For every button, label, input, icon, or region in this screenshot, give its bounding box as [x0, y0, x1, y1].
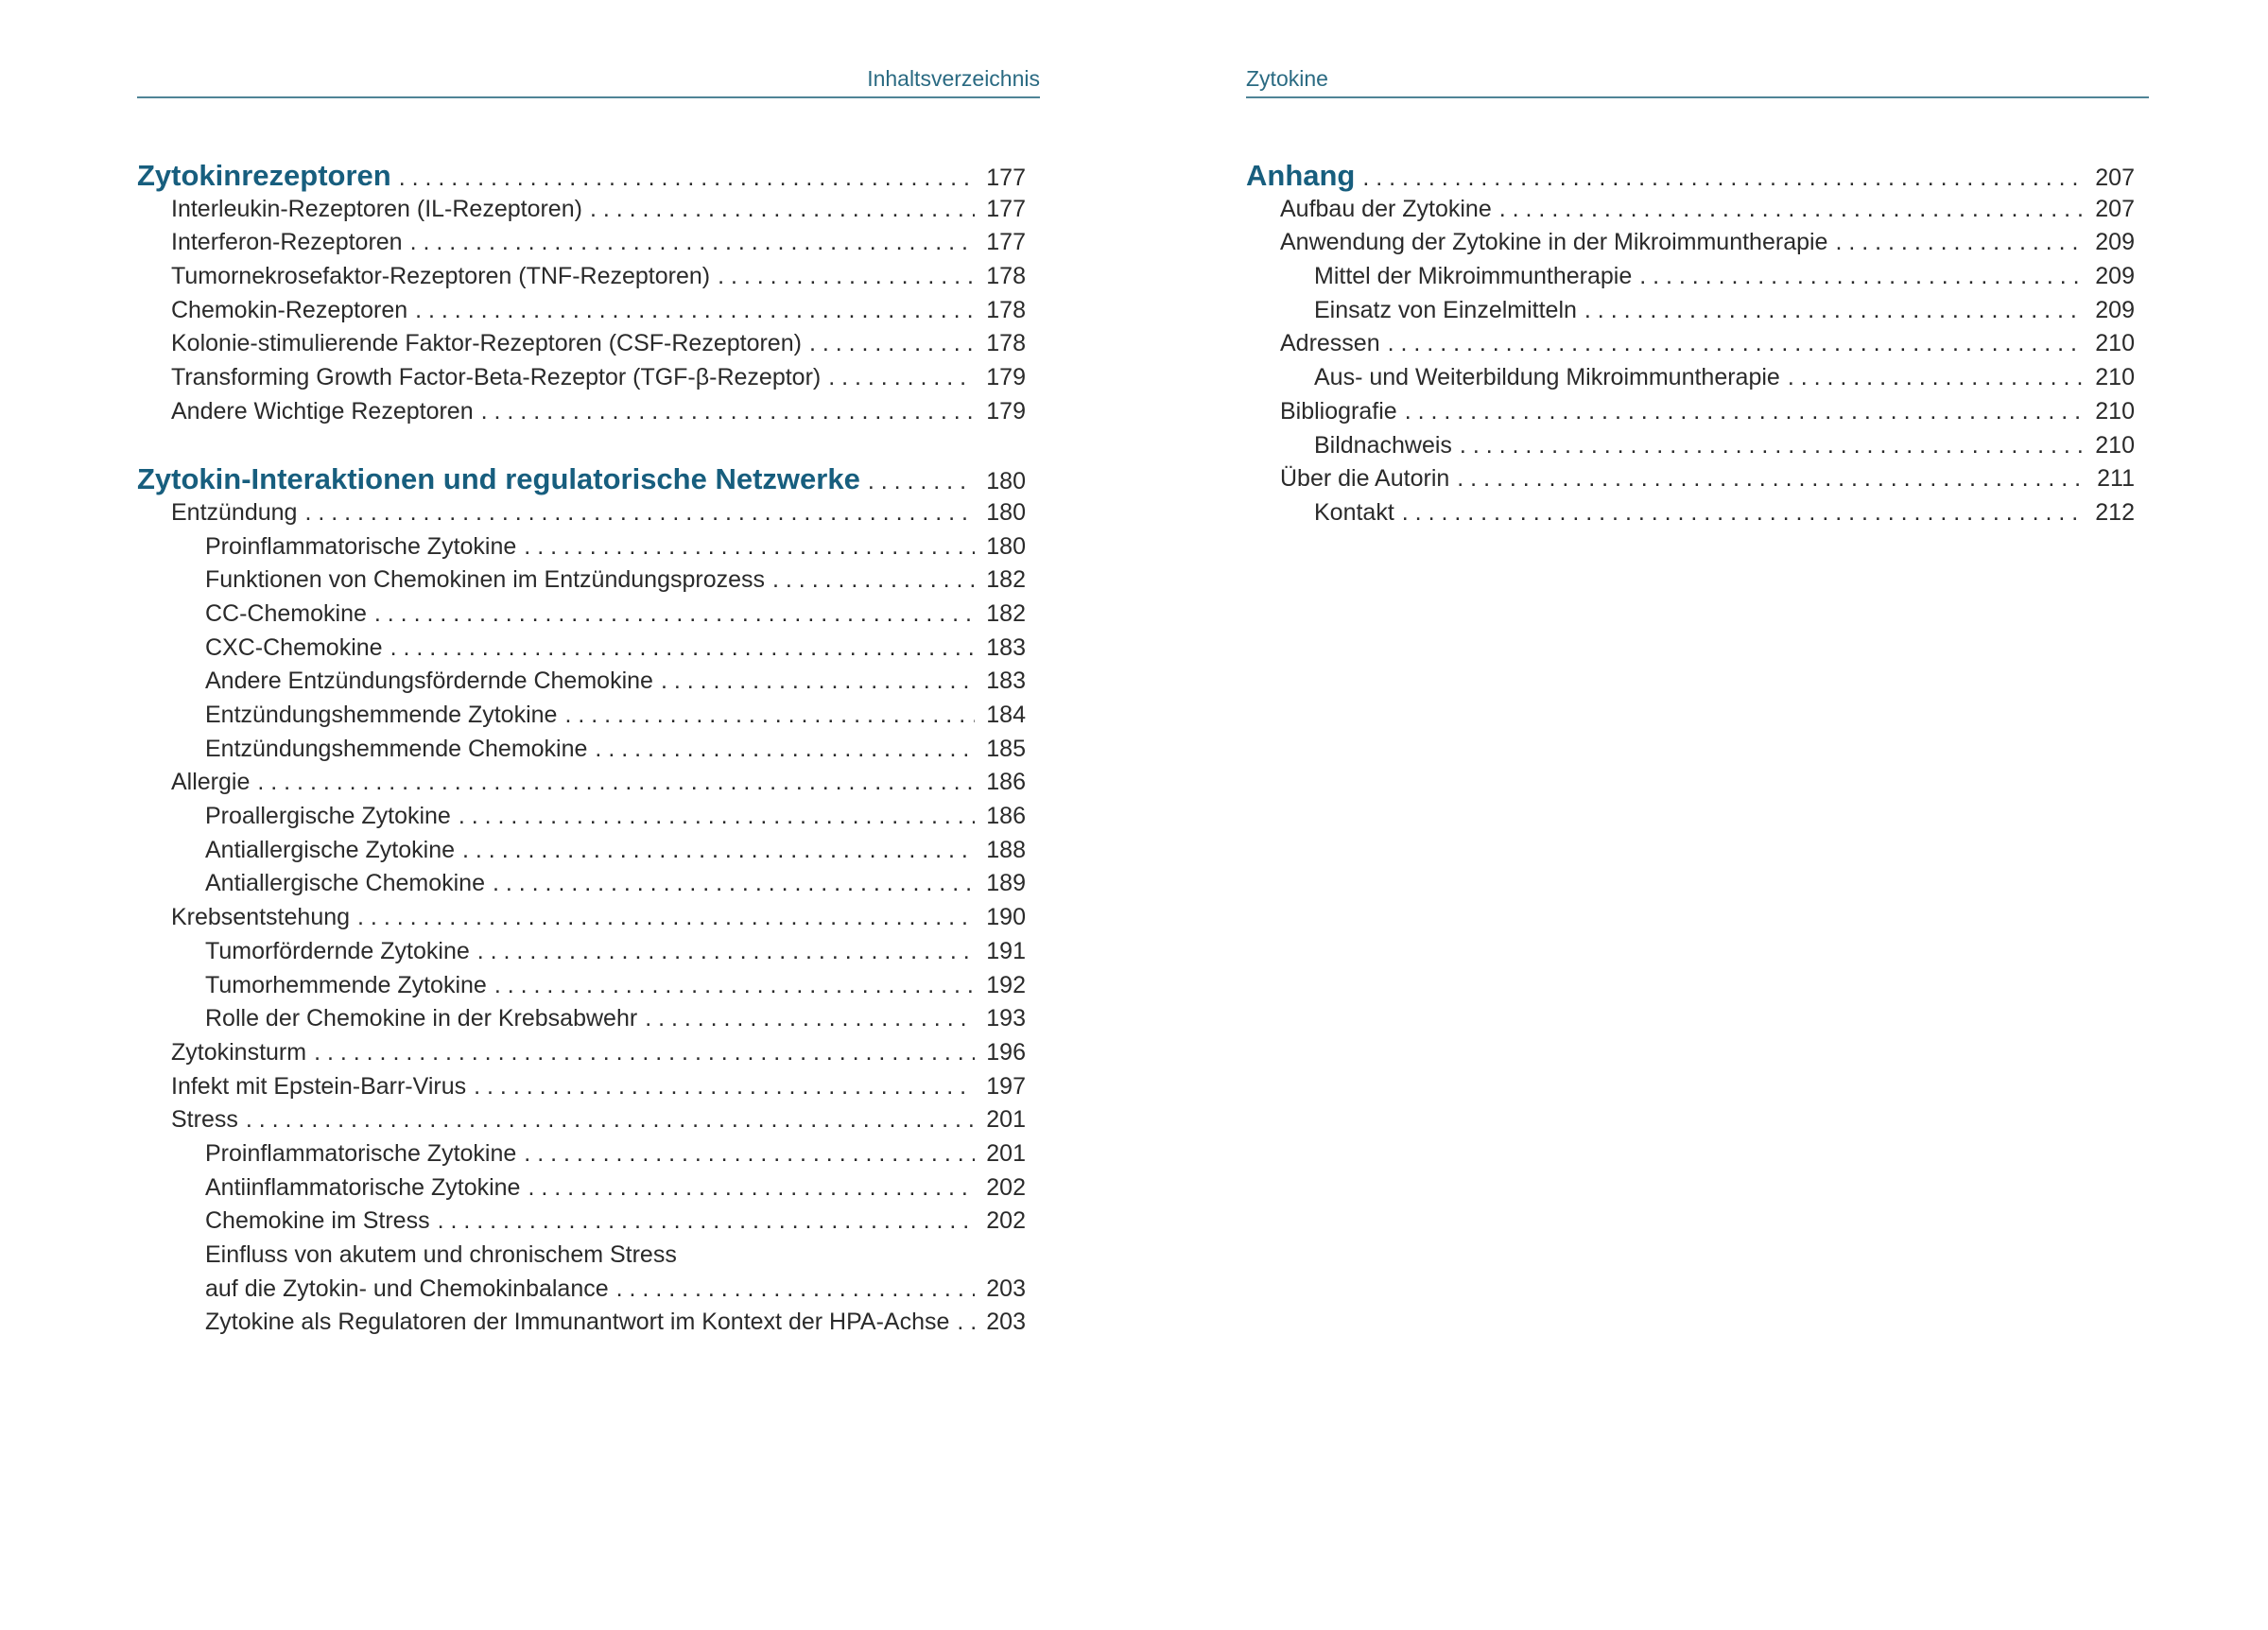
dot-leader	[246, 1103, 975, 1137]
toc-page-number: 203	[986, 1309, 1026, 1336]
toc-page-number: 177	[986, 165, 1026, 191]
right-page	[1246, 0, 2149, 1630]
toc-entry-title: Rolle der Chemokine in der Krebsabwehr	[205, 1005, 638, 1032]
toc-entry-title: CXC-Chemokine	[205, 633, 383, 661]
toc-page-number: 185	[986, 735, 1026, 762]
toc-entry-title: Tumornekrosefaktor-Rezeptoren (TNF-Rezeptoren)	[171, 263, 711, 290]
dot-leader	[462, 834, 975, 868]
toc-page-number: 178	[986, 330, 1026, 357]
toc-subentry[interactable]	[137, 699, 1026, 733]
toc-page-number: 207	[2095, 195, 2135, 222]
dot-leader	[357, 901, 975, 935]
left-page	[137, 0, 1040, 1630]
toc-page-number: 182	[986, 599, 1026, 627]
toc-page-number: 182	[986, 566, 1026, 594]
toc-entry-title: Interferon-Rezeptoren	[171, 229, 403, 256]
toc-entry[interactable]	[137, 496, 1026, 530]
toc-entry[interactable]	[137, 1103, 1026, 1137]
toc-subentry[interactable]	[137, 1306, 1026, 1340]
dot-leader	[481, 395, 975, 429]
dot-leader	[564, 699, 975, 733]
toc-entry-title: Bildnachweis	[1314, 431, 1452, 459]
dot-leader	[524, 1137, 975, 1171]
dot-leader	[1362, 162, 2084, 196]
toc-chapter-title: Zytokinrezeptoren	[137, 159, 391, 192]
toc-chapter-anhang[interactable]	[1246, 159, 2135, 193]
toc-entry-title: Aufbau der Zytokine	[1280, 195, 1492, 222]
toc-page-number: 197	[986, 1072, 1026, 1100]
toc-entry-title: Funktionen von Chemokinen im Entzündungsprozess	[205, 566, 766, 594]
toc-subentry[interactable]	[137, 1205, 1026, 1239]
dot-leader	[1788, 361, 2084, 395]
toc-subentry[interactable]	[137, 733, 1026, 767]
dot-leader	[1457, 462, 2084, 496]
toc-entry[interactable]	[137, 1036, 1026, 1070]
dot-leader	[390, 632, 975, 666]
toc-entry[interactable]	[137, 395, 1026, 429]
toc-page-number: 191	[986, 937, 1026, 964]
toc-entry-title: Chemokin-Rezeptoren	[171, 296, 408, 323]
dot-leader	[314, 1036, 975, 1070]
toc-chapter-zytokin-interaktionen[interactable]	[137, 462, 1026, 496]
toc-entry-title: Andere Entzündungsfördernde Chemokine	[205, 668, 653, 695]
toc-subentry[interactable]	[1246, 361, 2135, 395]
toc-page-number: 180	[986, 532, 1026, 560]
toc-page-number: 183	[986, 633, 1026, 661]
table-of-contents-right	[1246, 159, 2135, 530]
toc-page-number: 211	[2097, 465, 2135, 493]
toc-subentry[interactable]	[137, 632, 1026, 666]
toc-page-number: 188	[986, 836, 1026, 863]
toc-entry-title-continued: auf die Zytokin- und Chemokinbalance	[205, 1275, 609, 1302]
dot-leader	[645, 1002, 975, 1036]
toc-entry[interactable]	[137, 294, 1026, 328]
toc-chapter-zytokinrezeptoren[interactable]	[137, 159, 1026, 193]
toc-entry-title: Proinflammatorische Zytokine	[205, 1139, 517, 1167]
toc-entry-title: Über die Autorin	[1280, 465, 1450, 493]
dot-leader	[957, 1306, 975, 1340]
toc-entry-title: Entzündungshemmende Zytokine	[205, 702, 558, 728]
toc-entry[interactable]	[1246, 462, 2135, 496]
toc-subentry[interactable]	[1246, 260, 2135, 294]
toc-entry-title: Bibliografie	[1280, 397, 1397, 425]
toc-subentry[interactable]	[137, 564, 1026, 598]
toc-page-number: 202	[986, 1207, 1026, 1235]
toc-entry[interactable]	[137, 901, 1026, 935]
toc-subentry[interactable]	[137, 665, 1026, 699]
toc-entry[interactable]	[137, 260, 1026, 294]
toc-page-number: 193	[986, 1005, 1026, 1032]
toc-subentry-line2[interactable]	[137, 1273, 1026, 1307]
dot-leader	[1835, 226, 2084, 260]
dot-leader	[616, 1273, 975, 1307]
toc-subentry[interactable]	[137, 867, 1026, 901]
dot-leader	[474, 1070, 975, 1104]
toc-page-number: 178	[986, 263, 1026, 290]
toc-page-number: 177	[986, 195, 1026, 222]
dot-leader	[595, 733, 975, 767]
toc-entry[interactable]	[137, 1070, 1026, 1104]
dot-leader	[661, 665, 975, 699]
dot-leader	[1639, 260, 2084, 294]
dot-leader	[477, 935, 975, 969]
toc-entry-title: Anwendung der Zytokine in der Mikroimmuntherapie	[1280, 229, 1828, 256]
toc-page-number: 192	[986, 971, 1026, 998]
toc-entry-title: Interleukin-Rezeptoren (IL-Rezeptoren)	[171, 195, 582, 222]
dot-leader	[494, 969, 975, 1003]
toc-entry-title: Einsatz von Einzelmitteln	[1314, 296, 1577, 323]
toc-entry-title: Krebsentstehung	[171, 904, 351, 931]
toc-page-number: 196	[986, 1038, 1026, 1066]
toc-subentry[interactable]	[1246, 429, 2135, 463]
toc-page-number: 210	[2095, 330, 2135, 357]
toc-subentry[interactable]	[137, 1137, 1026, 1171]
toc-entry[interactable]	[1246, 327, 2135, 361]
toc-page-number: 209	[2095, 296, 2135, 323]
dot-leader	[374, 598, 975, 632]
toc-entry-title: Antiinflammatorische Zytokine	[205, 1173, 521, 1201]
dot-leader	[304, 496, 975, 530]
toc-entry-title: Proallergische Zytokine	[205, 803, 451, 830]
dot-leader	[528, 1171, 975, 1205]
toc-entry-title: Zytokinsturm	[171, 1038, 307, 1066]
toc-entry[interactable]	[137, 327, 1026, 361]
toc-subentry[interactable]	[137, 1002, 1026, 1036]
toc-entry-title: Kontakt	[1314, 498, 1394, 526]
toc-entry-title: CC-Chemokine	[205, 599, 367, 627]
toc-page-number: 177	[986, 229, 1026, 256]
toc-entry-title: Adressen	[1280, 330, 1380, 357]
toc-entry[interactable]	[1246, 193, 2135, 227]
dot-leader	[590, 193, 975, 227]
toc-entry[interactable]	[137, 361, 1026, 395]
toc-page-number: 189	[986, 870, 1026, 897]
dot-leader	[459, 800, 975, 834]
dot-leader	[809, 327, 975, 361]
toc-entry[interactable]	[1246, 395, 2135, 429]
toc-subentry[interactable]	[137, 935, 1026, 969]
toc-entry-title: Kolonie-stimulierende Faktor-Rezeptoren (CSF-Rezeptoren)	[171, 330, 802, 357]
table-of-contents-left	[137, 159, 1026, 1340]
toc-entry-title: Tumorfördernde Zytokine	[205, 937, 470, 964]
toc-chapter-title: Zytokin-Interaktionen und regulatorische Netzwerke	[137, 462, 860, 496]
toc-entry-title: Stress	[171, 1106, 238, 1134]
toc-page-number: 180	[986, 468, 1026, 495]
toc-page-number: 186	[986, 769, 1026, 796]
dot-leader	[772, 564, 975, 598]
toc-entry-title: Aus- und Weiterbildung Mikroimmuntherapie	[1314, 364, 1780, 391]
toc-entry-title: Mittel der Mikroimmuntherapie	[1314, 263, 1633, 290]
toc-entry[interactable]	[1246, 226, 2135, 260]
toc-entry-title: Entzündung	[171, 498, 298, 526]
dot-leader	[1499, 193, 2084, 227]
running-header-right: Zytokine	[1246, 62, 2149, 98]
dot-leader	[1388, 327, 2084, 361]
toc-entry-title: Zytokine als Regulatoren der Immunantwort im Kontext der HPA-Achse	[205, 1309, 950, 1336]
toc-page-number: 178	[986, 296, 1026, 323]
dot-leader	[524, 530, 975, 564]
toc-subentry[interactable]	[137, 800, 1026, 834]
running-header-left: Inhaltsverzeichnis	[137, 62, 1040, 98]
dot-leader	[1460, 429, 2084, 463]
toc-entry[interactable]	[137, 226, 1026, 260]
toc-page-number: 201	[986, 1106, 1026, 1134]
toc-subentry[interactable]	[137, 530, 1026, 564]
toc-page-number: 210	[2095, 397, 2135, 425]
toc-entry-title: Chemokine im Stress	[205, 1207, 430, 1235]
toc-entry-title: Einfluss von akutem und chronischem Stress	[205, 1241, 677, 1268]
toc-entry[interactable]	[137, 193, 1026, 227]
toc-page-number: 201	[986, 1139, 1026, 1167]
toc-entry-title: Tumorhemmende Zytokine	[205, 971, 487, 998]
toc-entry-title: Antiallergische Zytokine	[205, 836, 456, 863]
toc-page-number: 180	[986, 498, 1026, 526]
toc-subentry[interactable]	[1246, 294, 2135, 328]
toc-page-number: 210	[2095, 431, 2135, 459]
toc-subentry[interactable]	[137, 969, 1026, 1003]
toc-page-number: 183	[986, 668, 1026, 695]
toc-subentry[interactable]	[137, 834, 1026, 868]
toc-subentry[interactable]	[137, 598, 1026, 632]
toc-entry-title: Allergie	[171, 769, 251, 796]
toc-page-number: 210	[2095, 364, 2135, 391]
toc-page-number: 179	[986, 364, 1026, 391]
dot-leader	[1584, 294, 2084, 328]
toc-subentry-line1[interactable]	[137, 1239, 1026, 1273]
toc-entry-title: Transforming Growth Factor-Beta-Rezeptor (TGF-β-Rezeptor)	[171, 364, 822, 391]
dot-leader	[1405, 395, 2084, 429]
toc-chapter-title: Anhang	[1246, 159, 1356, 192]
toc-page-number: 203	[986, 1275, 1026, 1302]
dot-leader	[868, 465, 975, 499]
dot-leader	[438, 1205, 975, 1239]
toc-entry-title: Antiallergische Chemokine	[205, 870, 485, 897]
toc-page-number: 209	[2095, 263, 2135, 290]
chapter-spacer	[137, 429, 1026, 463]
toc-entry-title: Andere Wichtige Rezeptoren	[171, 397, 474, 425]
toc-page-number: 212	[2095, 498, 2135, 526]
dot-leader	[718, 260, 975, 294]
toc-page-number: 186	[986, 803, 1026, 830]
toc-entry-title: Proinflammatorische Zytokine	[205, 532, 517, 560]
toc-page-number: 184	[986, 702, 1026, 728]
dot-leader	[257, 766, 975, 800]
toc-page-number: 190	[986, 904, 1026, 931]
toc-page-number: 202	[986, 1173, 1026, 1201]
toc-entry-title: Infekt mit Epstein-Barr-Virus	[171, 1072, 467, 1100]
toc-page-number: 207	[2095, 165, 2135, 191]
toc-page-number: 209	[2095, 229, 2135, 256]
dot-leader	[828, 361, 975, 395]
toc-entry[interactable]	[137, 766, 1026, 800]
dot-leader	[1402, 496, 2084, 530]
dot-leader	[410, 226, 975, 260]
dot-leader	[493, 867, 975, 901]
toc-entry-title: Entzündungshemmende Chemokine	[205, 735, 588, 762]
dot-leader	[415, 294, 975, 328]
dot-leader	[399, 162, 975, 196]
toc-subentry[interactable]	[137, 1171, 1026, 1205]
toc-page-number: 179	[986, 397, 1026, 425]
toc-subentry[interactable]	[1246, 496, 2135, 530]
